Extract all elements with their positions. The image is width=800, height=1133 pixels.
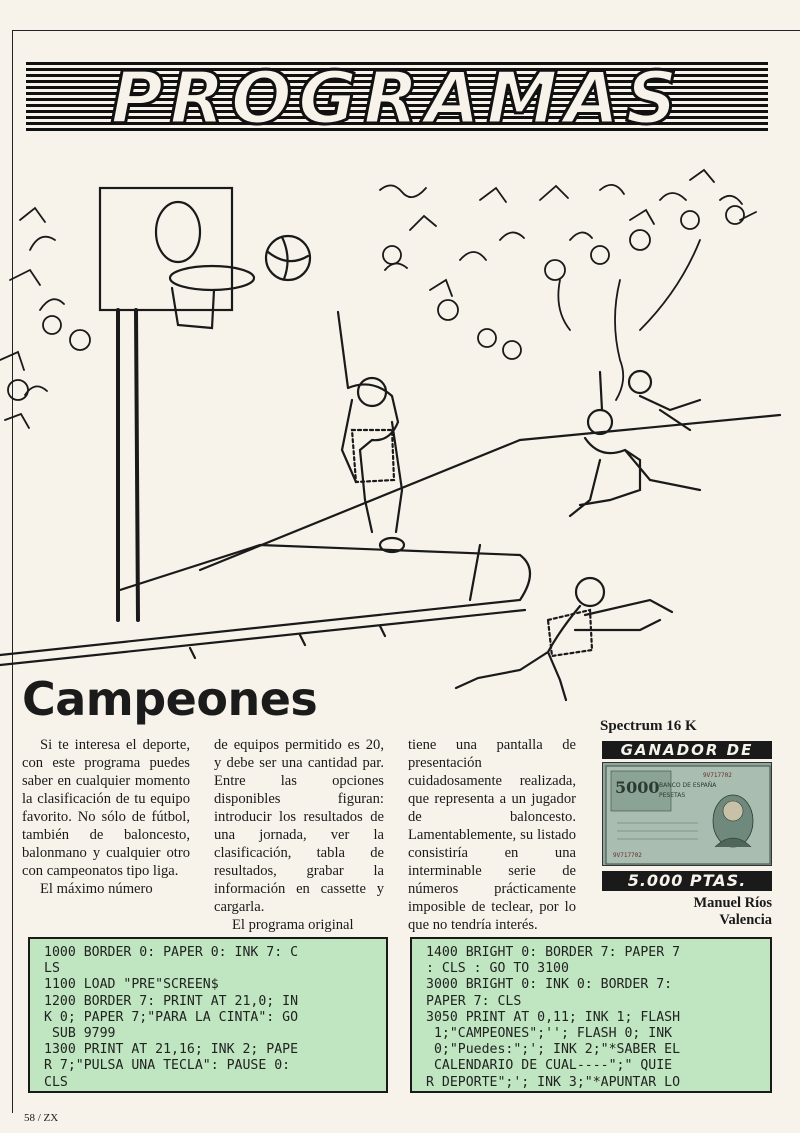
paragraph: El programa original <box>232 917 354 933</box>
article-column-2 <box>214 736 384 934</box>
prize-banner-top: GANADOR DE <box>602 741 772 759</box>
code-line: 3050 PRINT AT 0,11; INK 1; FLASH <box>426 1009 681 1025</box>
code-line: 1;"CAMPEONES";''; FLASH 0; INK <box>426 1026 673 1042</box>
code-line: CALENDARIO DE CUAL----";" QUIE <box>426 1058 673 1074</box>
paragraph: de equipos permitido es 20, y debe ser una cantidad par. Entre las opciones disponibles figuran: introducir los resultados de una jornada, ver la clasificación, tabla de resultados, grabar la información en cassette y cargarla. <box>214 737 384 915</box>
page-frame-top <box>12 30 800 31</box>
code-line: PAPER 7: CLS <box>426 993 522 1009</box>
basketball-illustration <box>0 160 800 720</box>
banknote-image <box>602 762 772 866</box>
code-line: K 0; PAPER 7;"PARA LA CINTA": GO <box>44 1009 299 1025</box>
paragraph: tiene una pantalla de presentación cuidadosamente realizada, que representa a un jugador de baloncesto. Lamentablemente, su listado consistiría en una interminable serie de números prácticamente imposible de teclear, por lo que no tendría interés. <box>408 737 576 933</box>
page-folio: 58 / ZX <box>24 1112 59 1124</box>
paragraph: Si te interesa el deporte, con este programa puedes saber en cualquier momento la clasificación de tu equipo favorito. No sólo de fútbol, también de baloncesto, balonmano y cualquier otro con campeonatos tipo liga. <box>22 737 190 879</box>
basketball-seam <box>268 237 308 279</box>
jumping-player-jersey <box>352 430 394 482</box>
banner-title: PROGRAMAS <box>110 56 684 140</box>
banknote-serial: 9V717702 <box>703 772 732 779</box>
code-line: 1200 BORDER 7: PRINT AT 21,0; IN <box>44 993 299 1009</box>
jumping-player <box>338 312 402 532</box>
hoop-pole <box>136 310 138 620</box>
author-name: Manuel Ríos <box>693 895 772 911</box>
running-player <box>456 600 672 700</box>
banknote-value: 5000 <box>615 778 660 797</box>
code-line: 1300 PRINT AT 21,16; INK 2; PAPE <box>44 1042 299 1058</box>
code-line: R DEPORTE";'; INK 3;"*APUNTAR LO <box>426 1074 681 1090</box>
code-line: 0;"Puedes:";'; INK 2;"*SABER EL <box>426 1042 681 1058</box>
jumping-player-head <box>358 378 386 406</box>
running-player-head <box>576 578 604 606</box>
code-line: CLS <box>44 1074 68 1090</box>
machine-label: Spectrum 16 K <box>600 718 697 734</box>
code-line: 3000 BRIGHT 0: INK 0: BORDER 7: <box>426 977 673 993</box>
code-line: 1100 LOAD "PRE"SCREEN$ <box>44 977 219 993</box>
code-line: R 7;"PULSA UNA TECLA": PAUSE 0: <box>44 1058 291 1074</box>
code-line: : CLS : GO TO 3100 <box>426 961 569 977</box>
code-listing-right <box>410 937 772 1093</box>
article-column-3 <box>408 736 576 934</box>
banknote-graphic <box>603 763 772 866</box>
paragraph: El máximo número <box>40 881 153 897</box>
banknote-unit: PESETAS <box>659 792 686 799</box>
court-line <box>0 610 525 665</box>
player-head <box>629 371 651 393</box>
court-tick <box>380 626 385 636</box>
code-line: 1400 BRIGHT 0: BORDER 7: PAPER 7 <box>426 945 681 960</box>
court-tick <box>300 635 305 645</box>
court-tick <box>190 648 195 658</box>
author-byline <box>602 895 772 929</box>
code-line: 1000 BORDER 0: PAPER 0: INK 7: C <box>44 945 299 960</box>
fighting-players <box>570 372 700 516</box>
author-city: Valencia <box>719 912 772 928</box>
code-line: SUB 9799 <box>44 1026 116 1042</box>
player-head <box>588 410 612 434</box>
code-listing-left <box>28 937 388 1093</box>
prize-banner-bottom: 5.000 PTAS. <box>602 871 772 891</box>
section-banner <box>26 56 768 140</box>
banknote-bank: BANCO DE ESPAÑA <box>659 782 717 789</box>
article-column-1 <box>22 736 190 898</box>
court-line <box>0 545 530 655</box>
code-line: LS <box>44 961 60 977</box>
article-title: Campeones <box>22 672 318 726</box>
banknote-serial: 9V717702 <box>613 852 642 859</box>
